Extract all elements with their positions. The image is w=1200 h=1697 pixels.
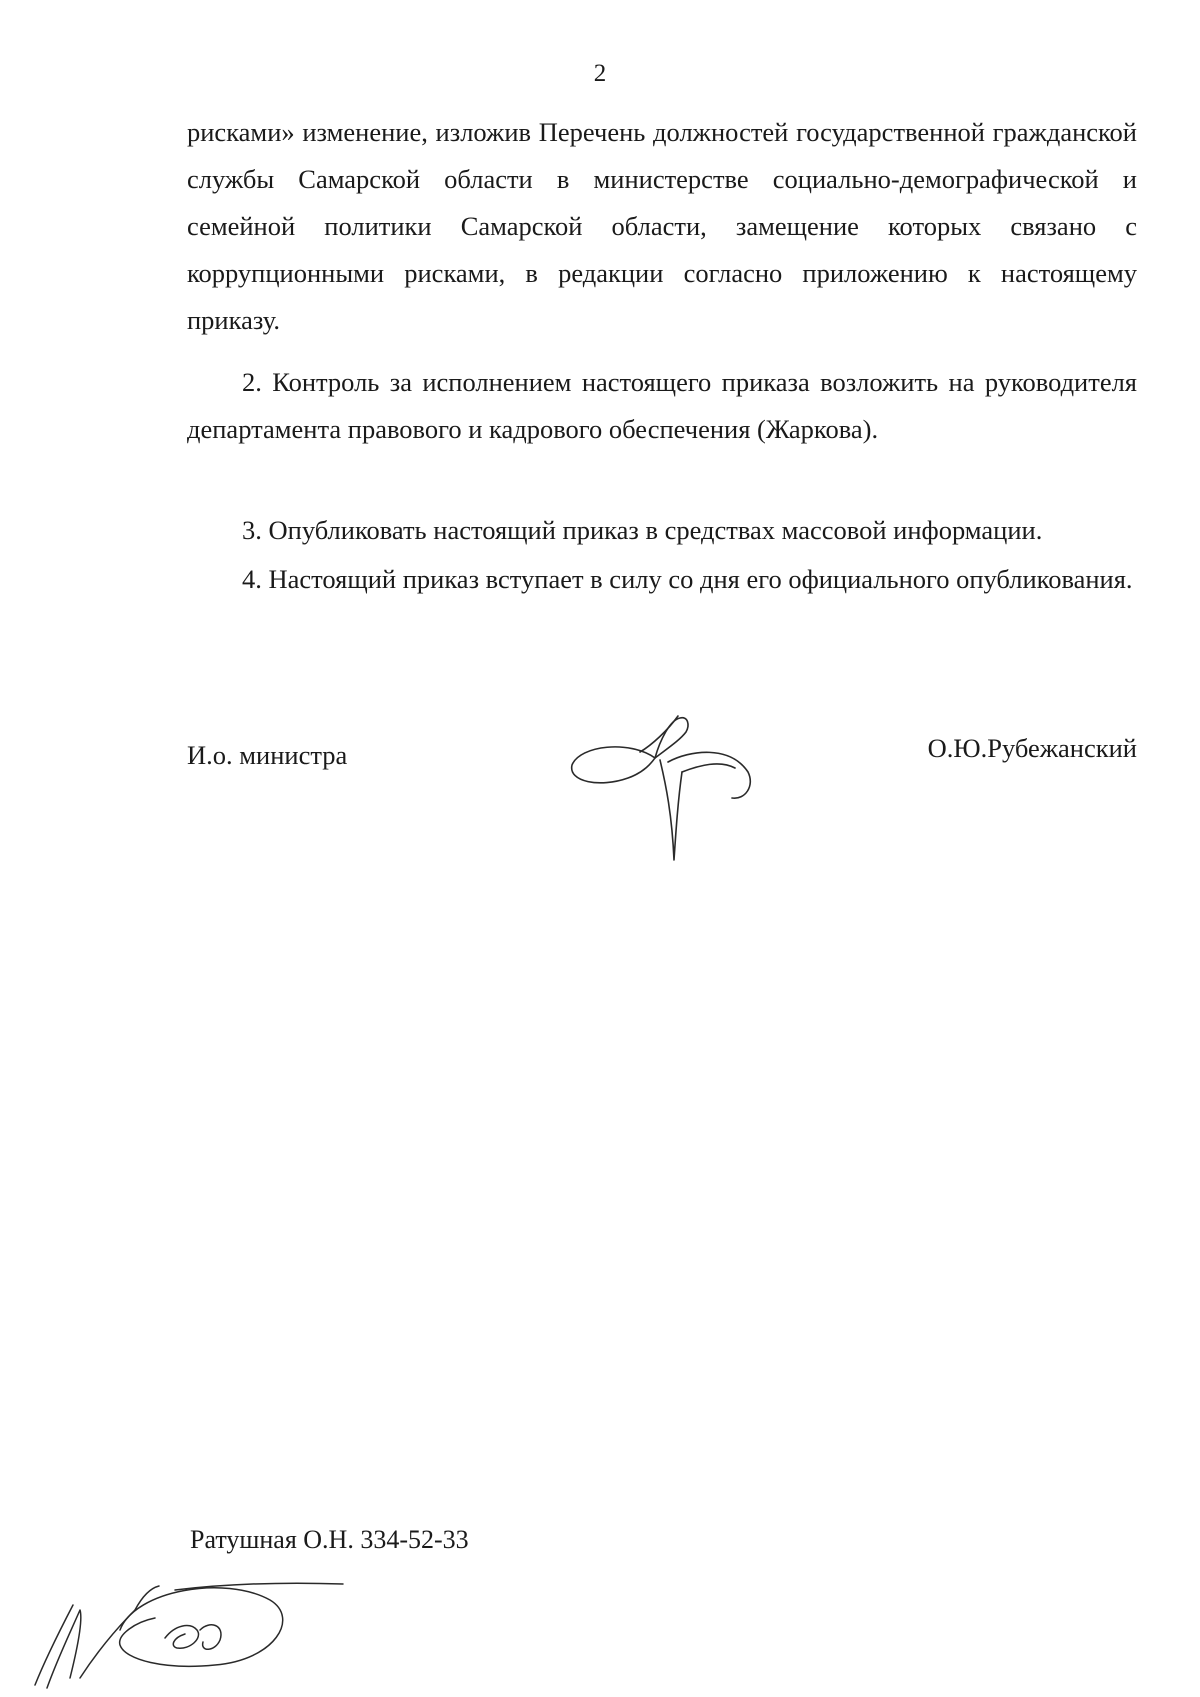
minister-signature: [560, 690, 760, 870]
paragraph-publish: 3. Опубликовать настоящий приказ в средствах массовой информации.: [242, 515, 1043, 545]
paragraph-control: 2. Контроль за исполнением настоящего приказа возложить на руководителя департамента правового и кадрового обеспечения (Жаркова).: [187, 367, 1137, 444]
paragraph-amendment: рисками» изменение, изложив Перечень должностей государственной гражданской службы Самарской области в министерстве социально-демографической и семейной политики Самарской области, замещение которых связано с коррупционными рисками, в редакции согласно приложению к настоящему приказу.: [187, 117, 1137, 335]
initials-signature: [25, 1560, 355, 1690]
signer-name: О.Ю.Рубежанский: [927, 733, 1137, 763]
paragraph-effective: 4. Настоящий приказ вступает в силу со дня его официального опубликования.: [242, 564, 1133, 594]
signer-title: И.о. министра: [187, 740, 348, 770]
executor-contact: Ратушная О.Н. 334-52-33: [190, 1525, 469, 1554]
page-number: 2: [593, 60, 607, 87]
